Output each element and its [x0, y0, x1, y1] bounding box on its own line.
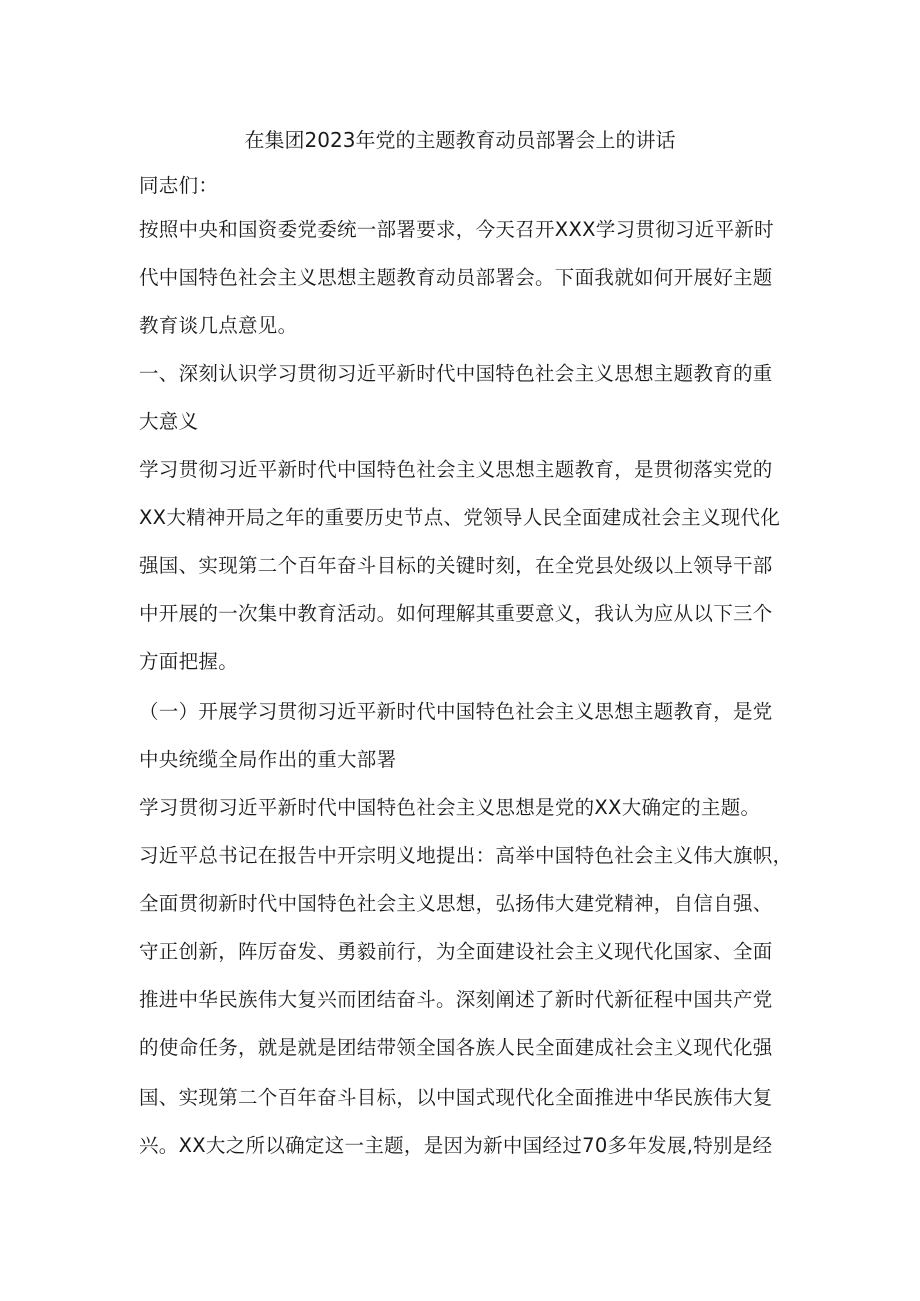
body-line: 学习贯彻习近平新时代中国特色社会主义思想主题教育，是贯彻落实党的 [139, 458, 773, 481]
salutation: 同志们： [139, 174, 219, 197]
body-line: 教育谈几点意见。 [139, 314, 298, 337]
section-heading-1: 一、深刻认识学习贯彻习近平新时代中国特色社会主义思想主题教育的重 [139, 362, 773, 385]
body-line: 全面贯彻新时代中国特色社会主义思想，弘扬伟大建党精神，自信自强、 [139, 892, 773, 915]
subsection-heading-1: （一）开展学习贯彻习近平新时代中国特色社会主义思想主题教育，是党 [139, 700, 773, 723]
section-heading-1-cont: 大意义 [139, 410, 199, 433]
body-line: 学习贯彻习近平新时代中国特色社会主义思想是党的XX大确定的主题。 [139, 796, 761, 819]
body-line: 代中国特色社会主义思想主题教育动员部署会。下面我就如何开展好主题 [139, 266, 773, 289]
document-title: 在集团2023年党的主题教育动员部署会上的讲话 [244, 128, 676, 152]
body-line: 守正创新，阵厉奋发、勇毅前行，为全面建设社会主义现代化国家、全面 [139, 940, 773, 963]
body-line: 按照中央和国资委党委统一部署要求，今天召开XXX学习贯彻习近平新时 [139, 218, 774, 241]
body-line: 的使命任务，就是就是团结带领全国各族人民全面建成社会主义现代化强 [139, 1036, 773, 1059]
body-line: 中开展的一次集中教育活动。如何理解其重要意义，我认为应从以下三个 [139, 602, 773, 625]
body-line: 习近平总书记在报告中开宗明义地提出：高举中国特色社会主义伟大旗帜， [139, 844, 793, 867]
body-line: 推进中华民族伟大复兴而团结奋斗。深刻阐述了新时代新征程中国共产党 [139, 988, 773, 1011]
body-line: 方面把握。 [139, 650, 239, 673]
subsection-heading-1-cont: 中央统缆全局作出的重大部署 [139, 748, 397, 771]
body-line: XX大精神开局之年的重要历史节点、党领导人民全面建成社会主义现代化 [139, 506, 781, 529]
body-line: 强国、实现第二个百年奋斗目标的关键时刻，在全党县处级以上领导干部 [139, 554, 773, 577]
body-line: 兴。XX大之所以确定这一主题，是因为新中国经过70多年发展,特别是经 [139, 1134, 773, 1157]
body-line: 国、实现第二个百年奋斗目标，以中国式现代化全面推进中华民族伟大复 [139, 1086, 773, 1109]
